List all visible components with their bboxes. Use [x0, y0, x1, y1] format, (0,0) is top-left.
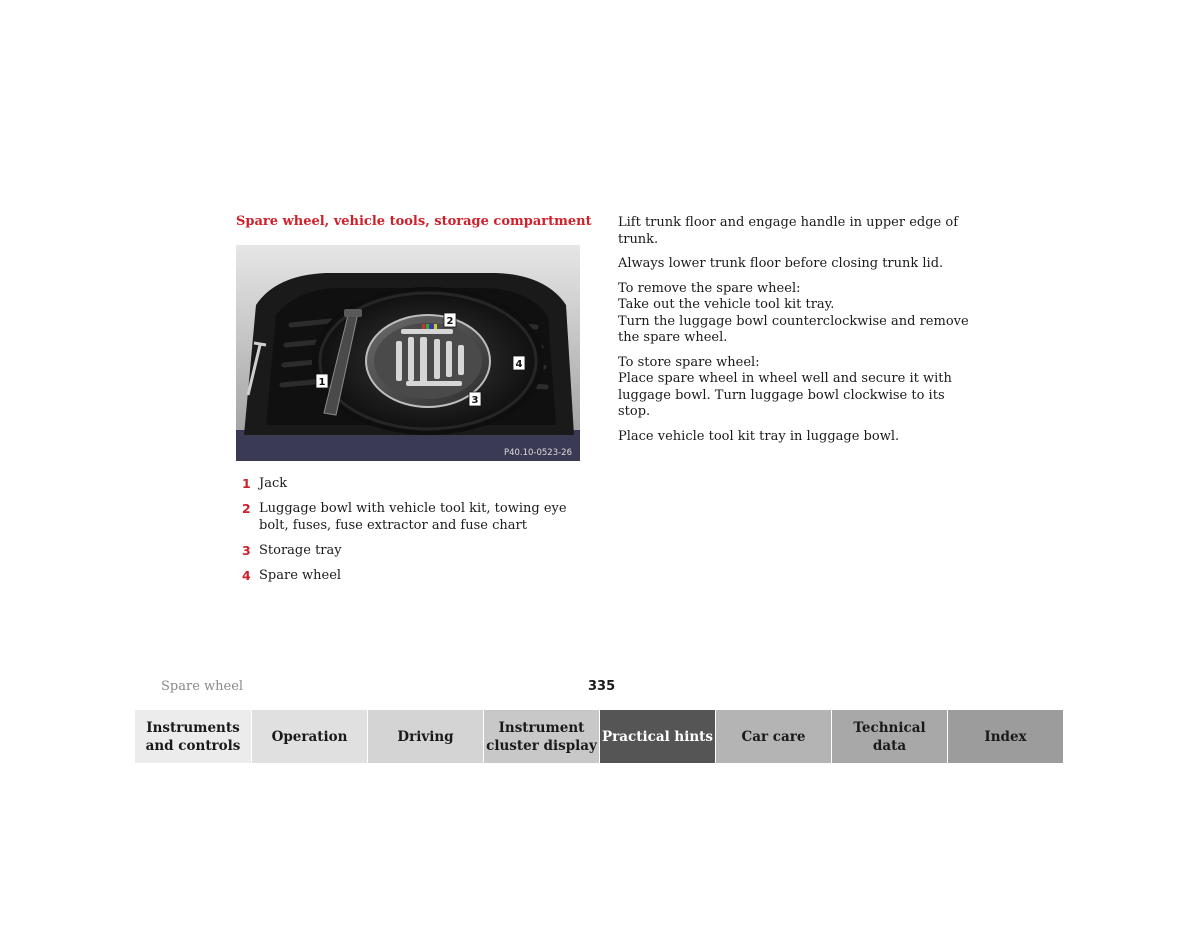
instruction-store-wheel — [618, 355, 980, 421]
legend-text: Spare wheel — [259, 567, 342, 583]
footer-section-name: Spare wheel — [161, 679, 244, 694]
callout-2: 2 — [446, 316, 454, 327]
legend-number: 4 — [242, 567, 251, 583]
instruction-remove-wheel — [618, 281, 980, 347]
tab-instrument-cluster-display[interactable] — [483, 710, 599, 763]
section-title: Spare wheel, vehicle tools, storage compartment — [236, 214, 592, 229]
tab-label: Car care — [741, 728, 806, 745]
tab-instruments-and-controls[interactable] — [135, 710, 251, 763]
tab-label: Instrument cluster display — [486, 719, 597, 754]
callout-3: 3 — [471, 395, 479, 406]
legend-item — [242, 543, 587, 560]
store-step: Place spare wheel in wheel well and secure it with luggage bowl. Turn luggage bowl clockwise to its stop. — [618, 371, 952, 419]
remove-step-2: Turn the luggage bowl counterclockwise and remove the spare wheel. — [618, 313, 969, 345]
tab-practical-hints[interactable] — [599, 710, 715, 763]
instruction-lower-floor: Always lower trunk floor before closing trunk lid. — [618, 256, 944, 271]
tab-label: Operation — [271, 728, 348, 745]
legend-item — [242, 501, 587, 534]
legend-text: Storage tray — [259, 542, 342, 558]
remove-heading: To remove the spare wheel: — [618, 280, 801, 296]
tab-car-care[interactable] — [715, 710, 831, 763]
legend-text: Jack — [259, 476, 288, 491]
tab-index[interactable] — [947, 710, 1063, 763]
instructions-column — [618, 215, 980, 453]
remove-step-1: Take out the vehicle tool kit tray. — [618, 297, 835, 312]
figure-code: P40.10-0523-26 — [503, 448, 572, 458]
legend-number: 1 — [242, 476, 251, 491]
page-number: 335 — [588, 679, 616, 694]
tab-technical-data[interactable] — [831, 710, 947, 763]
instruction-place-tray: Place vehicle tool kit tray in luggage bowl. — [618, 428, 900, 444]
store-heading: To store spare wheel: — [618, 354, 760, 370]
tab-operation[interactable] — [251, 710, 367, 763]
legend-item — [242, 476, 587, 493]
legend-number: 3 — [242, 542, 251, 558]
tab-label: Driving — [397, 728, 454, 745]
tab-label: Index — [984, 728, 1027, 745]
callout-4: 4 — [515, 359, 523, 370]
chapter-nav — [135, 710, 1065, 763]
tab-label: Practical hints — [602, 728, 713, 745]
legend-list — [242, 476, 587, 593]
tab-label: Technical data — [853, 719, 926, 754]
legend-number: 2 — [242, 501, 251, 516]
tab-driving[interactable] — [367, 710, 483, 763]
tab-label: Instruments and controls — [145, 719, 241, 754]
legend-item — [242, 568, 587, 585]
legend-text: Luggage bowl with vehicle tool kit, towing eye bolt, fuses, fuse extractor and fuse chart — [259, 501, 567, 533]
callout-1: 1 — [318, 377, 326, 388]
trunk-spare-wheel-illustration — [236, 245, 580, 461]
instruction-lift-floor: Lift trunk floor and engage handle in upper edge of trunk. — [618, 215, 959, 247]
